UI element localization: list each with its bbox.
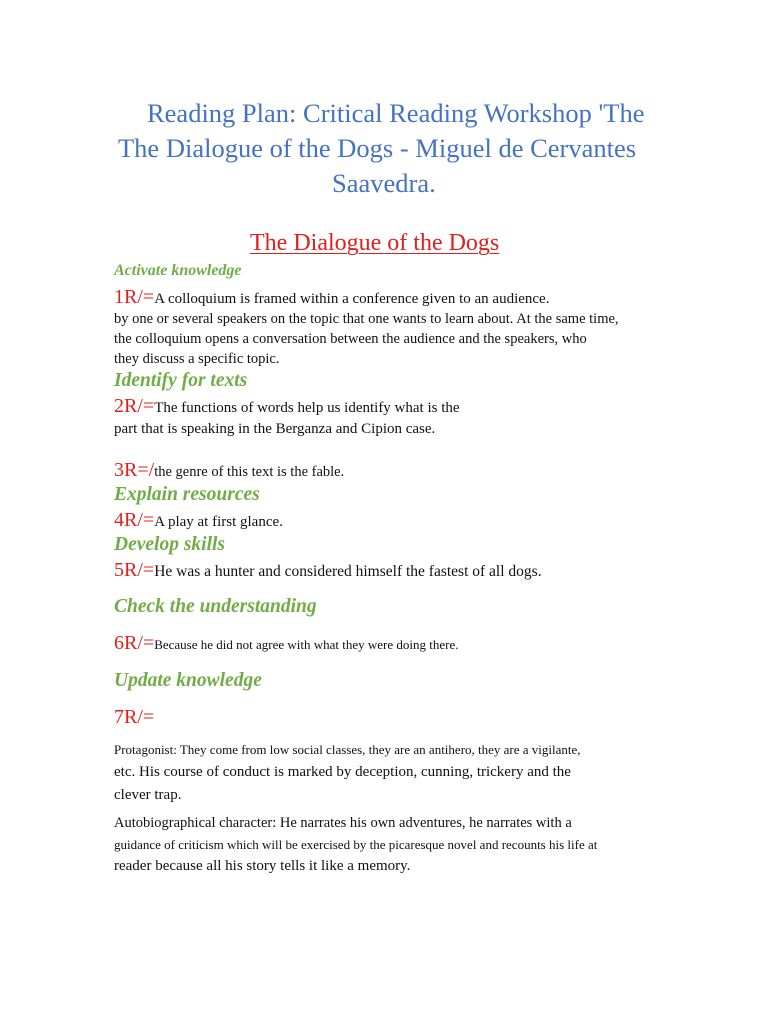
answer-marker-3: 3R=/ — [114, 459, 155, 481]
heading-explain-resources: Explain resources — [114, 484, 260, 505]
answer-marker-6: 6R/= — [114, 632, 155, 654]
heading-update-knowledge: Update knowledge — [114, 670, 262, 691]
answer-marker-1: 1R/= — [114, 286, 155, 308]
answer-4-line — [114, 509, 283, 532]
heading-check-understanding: Check the understanding — [114, 596, 317, 617]
answer-marker-5: 5R/= — [114, 559, 155, 581]
answer-2-line-1 — [114, 395, 460, 418]
protagonist-line-3: clever trap. — [114, 787, 182, 803]
answer-4-text: A play at first glance. — [154, 514, 283, 530]
answer-marker-7: 7R/= — [114, 706, 155, 728]
answer-3-line — [114, 459, 344, 482]
answer-1-line-3: the colloquium opens a conversation between the audience and the speakers, who — [114, 331, 587, 347]
protagonist-line-1: Protagonist: They come from low social classes, they are an antihero, they are a vigilante, — [114, 742, 581, 757]
answer-6-text: Because he did not agree with what they were doing there. — [154, 637, 459, 652]
answer-1-line-2: by one or several speakers on the topic that one wants to learn about. At the same time, — [114, 311, 619, 327]
heading-activate-knowledge: Activate knowledge — [114, 262, 242, 279]
document-title-line-2: The Dialogue of the Dogs - Miguel de Cervantes — [118, 133, 637, 163]
document-title-line-1: Reading Plan: Critical Reading Workshop 'The — [147, 98, 645, 128]
answer-1-line-4: they discuss a specific topic. — [114, 351, 280, 367]
answer-marker-4: 4R/= — [114, 509, 155, 531]
answer-marker-2: 2R/= — [114, 395, 155, 417]
document-title-line-3: Saavedra. — [332, 168, 436, 198]
protagonist-line-2: etc. His course of conduct is marked by deception, cunning, trickery and the — [114, 764, 571, 780]
heading-develop-skills: Develop skills — [114, 534, 226, 555]
autobiographical-line-1: Autobiographical character: He narrates his own adventures, he narrates with a — [114, 815, 572, 831]
answer-1-line-1 — [114, 286, 549, 309]
answer-5-line — [114, 559, 542, 582]
answer-6-line — [114, 632, 459, 655]
autobiographical-line-3: reader because all his story tells it like a memory. — [114, 858, 411, 874]
answer-2-line-2: part that is speaking in the Berganza and Cipion case. — [114, 421, 436, 437]
heading-identify-for-texts: Identify for texts — [114, 370, 248, 391]
answer-1-text: A colloquium is framed within a conference given to an audience. — [154, 291, 550, 307]
answer-5-text: He was a hunter and considered himself the fastest of all dogs. — [154, 563, 542, 580]
answer-7-line — [114, 706, 154, 729]
answer-3-text: the genre of this text is the fable. — [154, 464, 345, 480]
answer-2-text: The functions of words help us identify what is the — [154, 400, 460, 416]
section-subtitle: The Dialogue of the Dogs — [250, 230, 500, 256]
autobiographical-line-2: guidance of criticism which will be exercised by the picaresque novel and recounts his life at — [114, 837, 598, 852]
